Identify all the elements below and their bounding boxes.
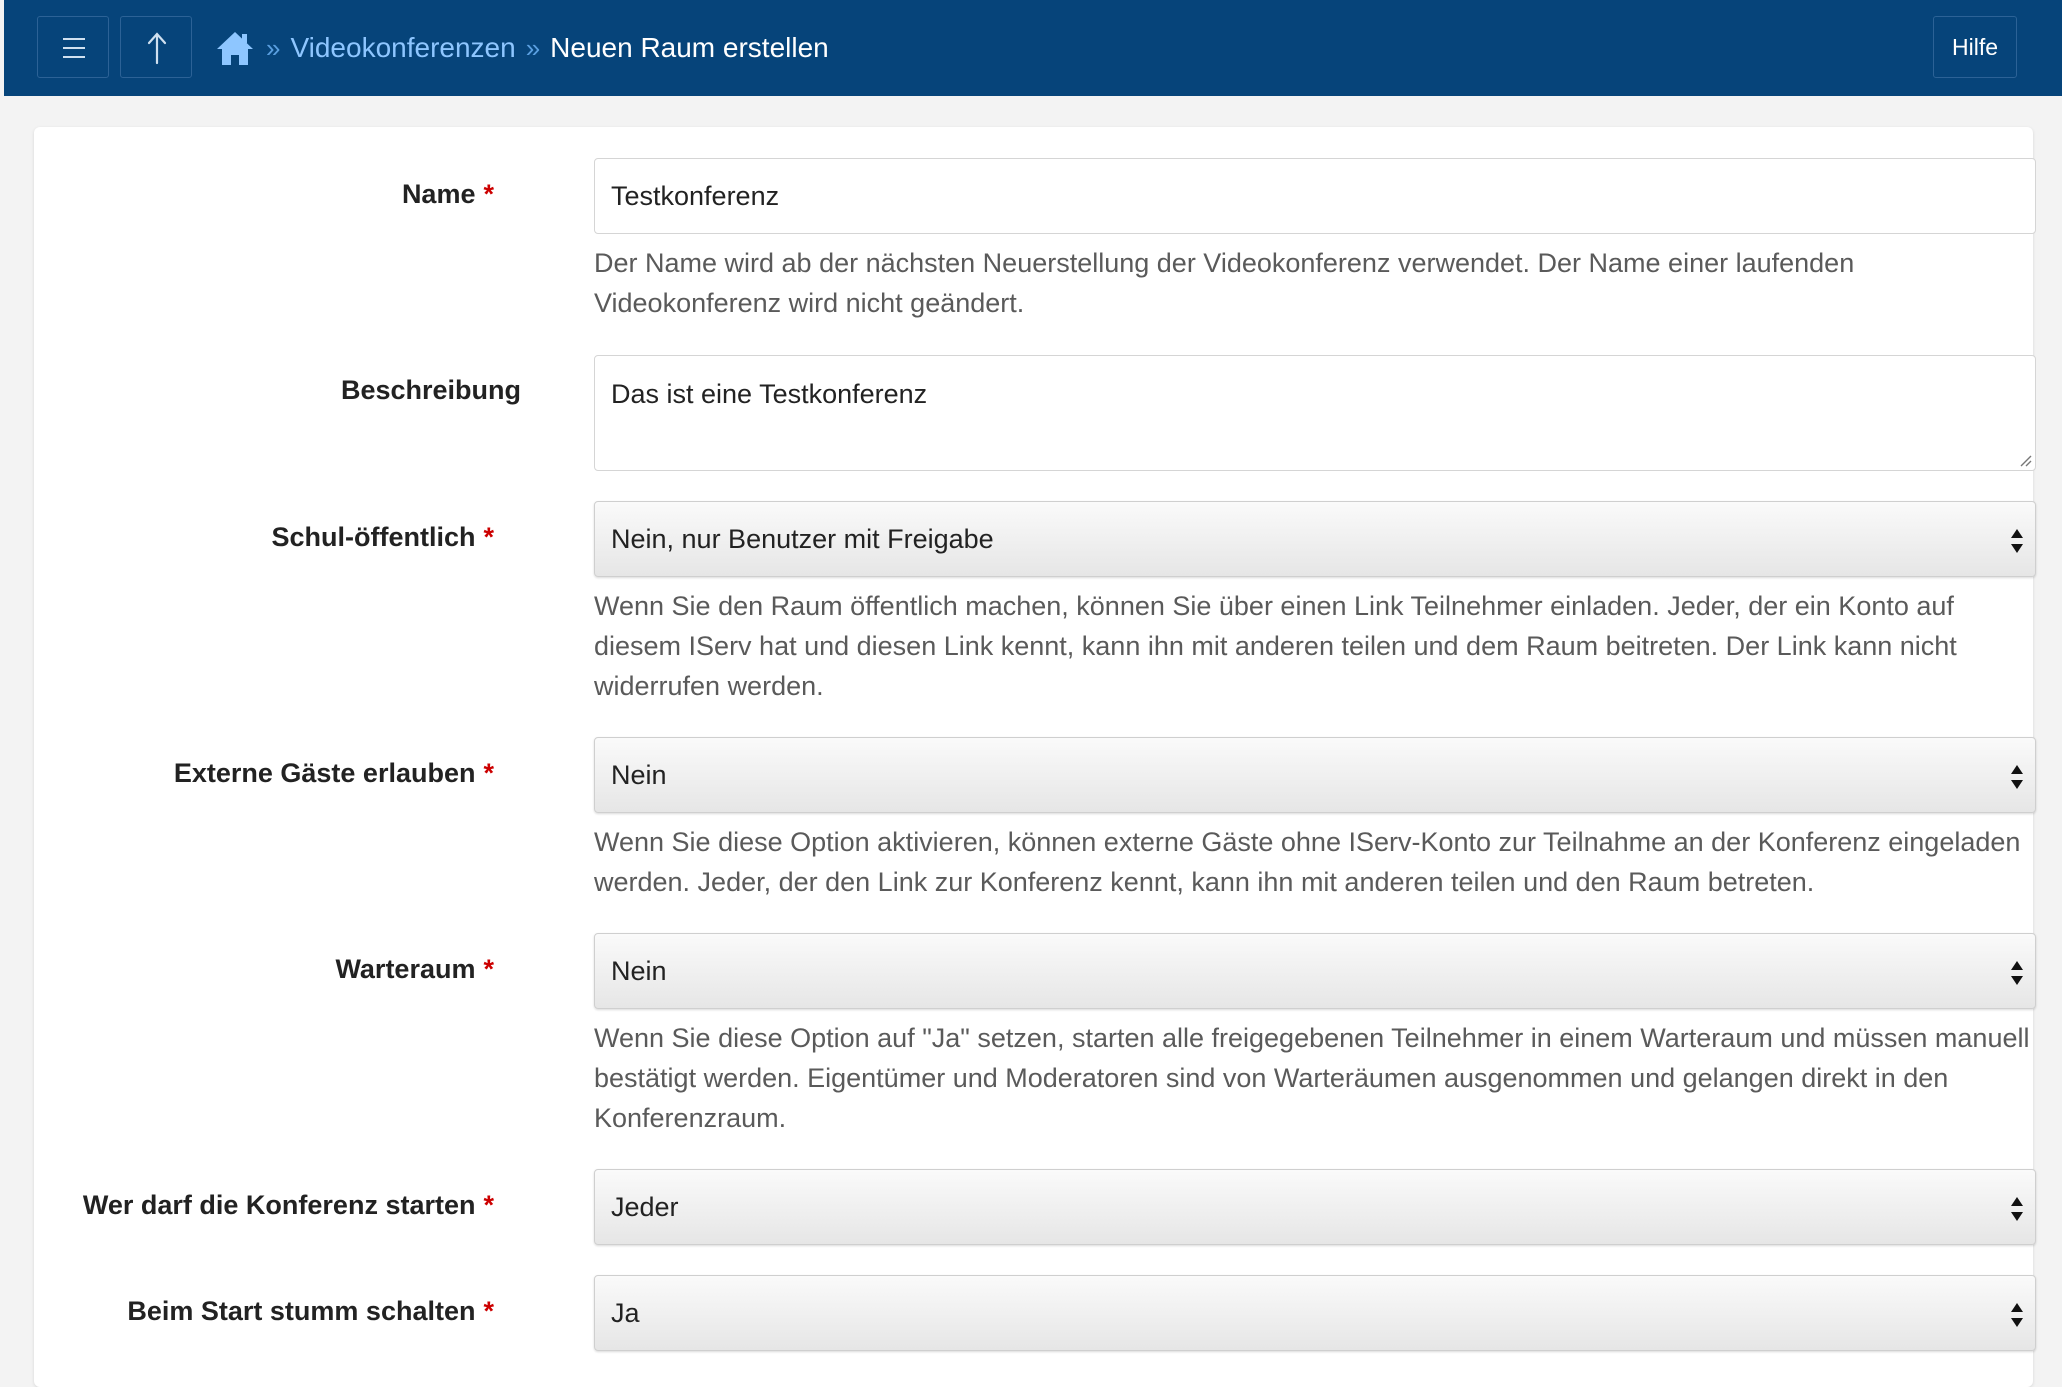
waiting-room-value: Nein (611, 956, 667, 986)
form-card (34, 127, 2033, 1387)
who-can-start-label-text: Wer darf die Konferenz starten (82, 1190, 476, 1220)
name-help-text: Der Name wird ab der nächsten Neuerstellung der Videokonferenz verwendet. Der Name einer laufenden Videokonferenz wird nicht geändert. (594, 248, 1855, 318)
description-textarea[interactable] (594, 355, 2036, 471)
breadcrumb-videokonferenzen[interactable]: Videokonferenzen (290, 32, 516, 63)
required-mark: * (483, 1296, 494, 1326)
select-arrows-icon (2009, 526, 2025, 556)
breadcrumb-separator: » (525, 32, 541, 63)
waiting-room-help-text: Wenn Sie diese Option auf "Ja" setzen, starten alle freigegebenen Teilnehmer in einem Warteraum und müssen manuell bestätigt werden. Eigentümer und Moderatoren sind von Warteräumen ausgenommen und gelangen direkt in den Konferenzraum. (594, 1023, 2030, 1133)
required-mark: * (483, 179, 494, 209)
description-label: Beschreibung (340, 375, 521, 405)
waiting-room-select[interactable] (594, 933, 2036, 1009)
school-public-select[interactable] (594, 501, 2036, 577)
who-can-start-select[interactable] (594, 1169, 2036, 1245)
mute-on-start-label (127, 1296, 494, 1327)
description-value: Das ist eine Testkonferenz (611, 379, 928, 409)
arrow-up-icon (121, 17, 193, 79)
external-guests-value: Nein (611, 760, 667, 790)
required-mark: * (483, 758, 494, 788)
page-title: Neuen Raum erstellen (550, 32, 829, 63)
required-mark: * (483, 1190, 494, 1220)
school-public-label (271, 522, 494, 553)
school-public-label-text: Schul-öffentlich (271, 522, 476, 552)
resize-handle-icon[interactable] (2018, 453, 2032, 467)
waiting-room-label (335, 954, 494, 985)
breadcrumb (214, 22, 829, 74)
who-can-start-label (83, 1190, 494, 1221)
required-mark: * (483, 954, 494, 984)
waiting-room-label-text: Warteraum (335, 954, 476, 984)
select-arrows-icon (2009, 1300, 2025, 1330)
menu-button[interactable] (37, 16, 109, 78)
top-navbar (4, 0, 2062, 96)
name-label (402, 179, 494, 210)
external-guests-select[interactable] (594, 737, 2036, 813)
school-public-help-text: Wenn Sie den Raum öffentlich machen, können Sie über einen Link Teilnehmer einladen. Jeder, der ein Konto auf diesem IServ hat und diesen Link kennt, kann ihn mit anderen teilen und dem Raum beitreten. Der Link kann nicht widerrufen werden. (594, 591, 1957, 701)
school-public-value: Nein, nur Benutzer mit Freigabe (611, 524, 994, 554)
breadcrumb-separator: » (266, 32, 281, 63)
external-guests-label-text: Externe Gäste erlauben (173, 758, 476, 788)
mute-on-start-select[interactable] (594, 1275, 2036, 1351)
navigate-up-button[interactable] (120, 16, 192, 78)
select-arrows-icon (2009, 762, 2025, 792)
required-mark: * (483, 522, 494, 552)
external-guests-label (174, 758, 494, 789)
select-arrows-icon (2009, 1194, 2025, 1224)
home-link[interactable] (214, 28, 256, 68)
who-can-start-value: Jeder (611, 1192, 679, 1222)
mute-on-start-value: Ja (611, 1298, 640, 1328)
name-input[interactable]: Testkonferenz (594, 158, 2036, 234)
external-guests-help-text: Wenn Sie diese Option aktivieren, können externe Gäste ohne IServ-Konto zur Teilnahme an der Konferenz eingeladen werden. Jeder, der den Link zur Konferenz kennt, kann ihn mit anderen teilen und den Raum betreten. (594, 827, 2021, 897)
home-icon (214, 28, 256, 68)
help-button[interactable]: Hilfe (1933, 16, 2017, 78)
select-arrows-icon (2009, 958, 2025, 988)
mute-on-start-label-text: Beim Start stumm schalten (127, 1296, 476, 1326)
name-label-text: Name (401, 179, 476, 209)
menu-icon (38, 17, 110, 79)
